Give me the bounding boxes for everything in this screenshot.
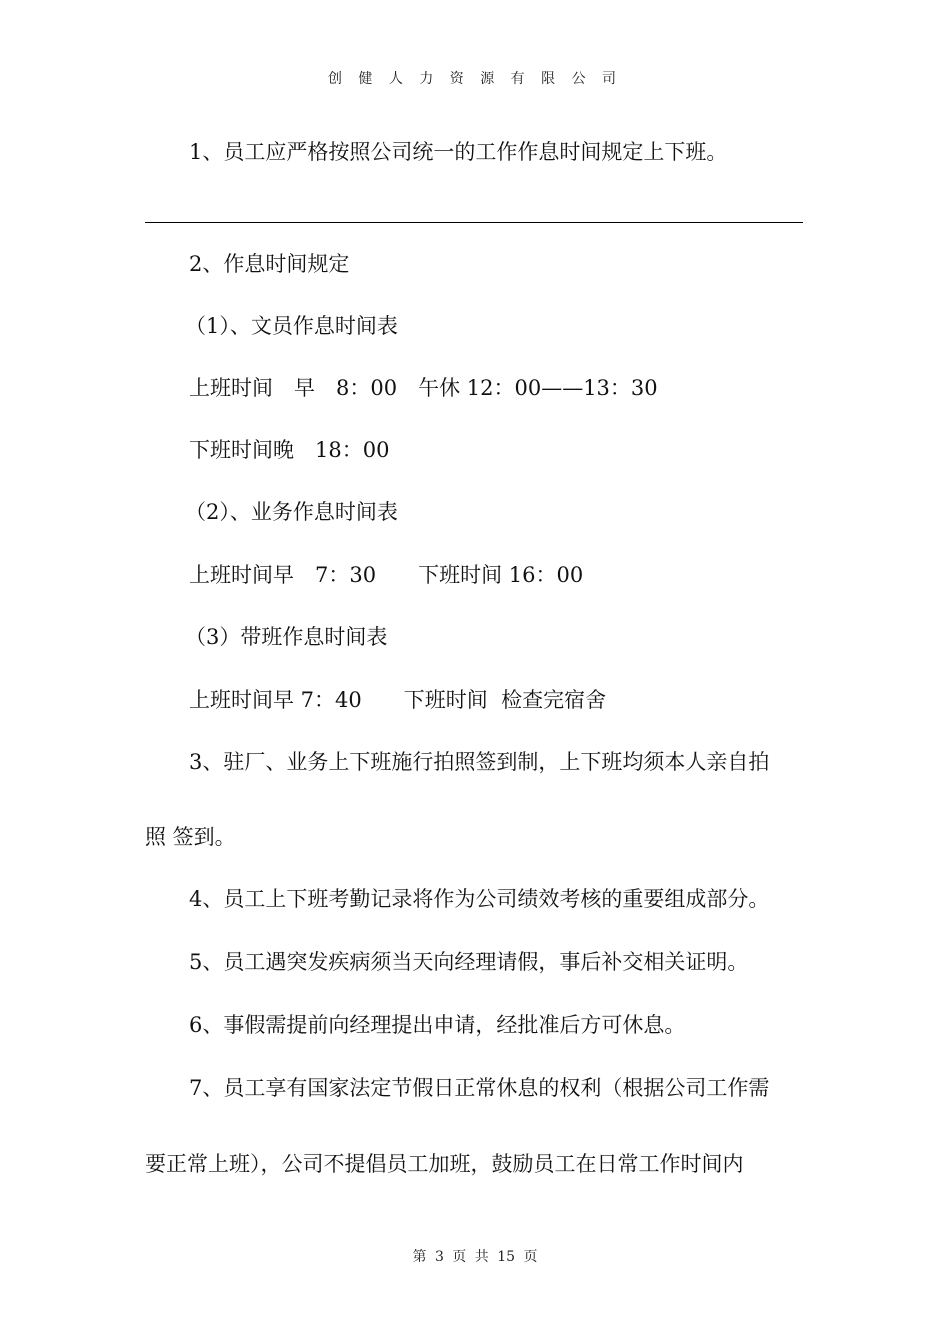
page-header-company: 创 健 人 力 资 源 有 限 公 司 [327, 71, 623, 87]
sales-times: 上班时间早 7：30 下班时间 16：00 [189, 563, 584, 587]
clerk-end-time: 下班时间晚 18：00 [189, 438, 390, 462]
clerk-schedule-title: （1）、文员作息时间表 [185, 314, 398, 338]
sales-schedule-title: （2）、业务作息时间表 [185, 500, 398, 524]
clerk-start-time: 上班时间 早 8：00 午休 12：00——13：30 [189, 376, 658, 400]
page-number-footer: 第 3 页 共 15 页 [412, 1249, 538, 1265]
paragraph-3-line-2: 照 签到。 [145, 825, 236, 849]
paragraph-7-line-2: 要正常上班），公司不提倡员工加班，鼓励员工在日常工作时间内 [145, 1152, 744, 1176]
paragraph-7-line-1: 7、员工享有国家法定节假日正常休息的权利（根据公司工作需 [189, 1076, 770, 1100]
shift-lead-times: 上班时间早 7：40 下班时间 检查完宿舍 [189, 688, 607, 712]
paragraph-4: 4、员工上下班考勤记录将作为公司绩效考核的重要组成部分。 [189, 887, 770, 911]
paragraph-5: 5、员工遇突发疾病须当天向经理请假，事后补交相关证明。 [189, 950, 749, 974]
paragraph-6: 6、事假需提前向经理提出申请，经批准后方可休息。 [189, 1013, 686, 1037]
paragraph-3-line-1: 3、驻厂、业务上下班施行拍照签到制，上下班均须本人亲自拍 [189, 750, 770, 774]
shift-lead-schedule-title: （3）带班作息时间表 [185, 625, 388, 649]
paragraph-2-heading: 2、作息时间规定 [189, 252, 350, 276]
horizontal-divider [145, 222, 803, 223]
paragraph-1: 1、员工应严格按照公司统一的工作作息时间规定上下班。 [189, 140, 728, 164]
